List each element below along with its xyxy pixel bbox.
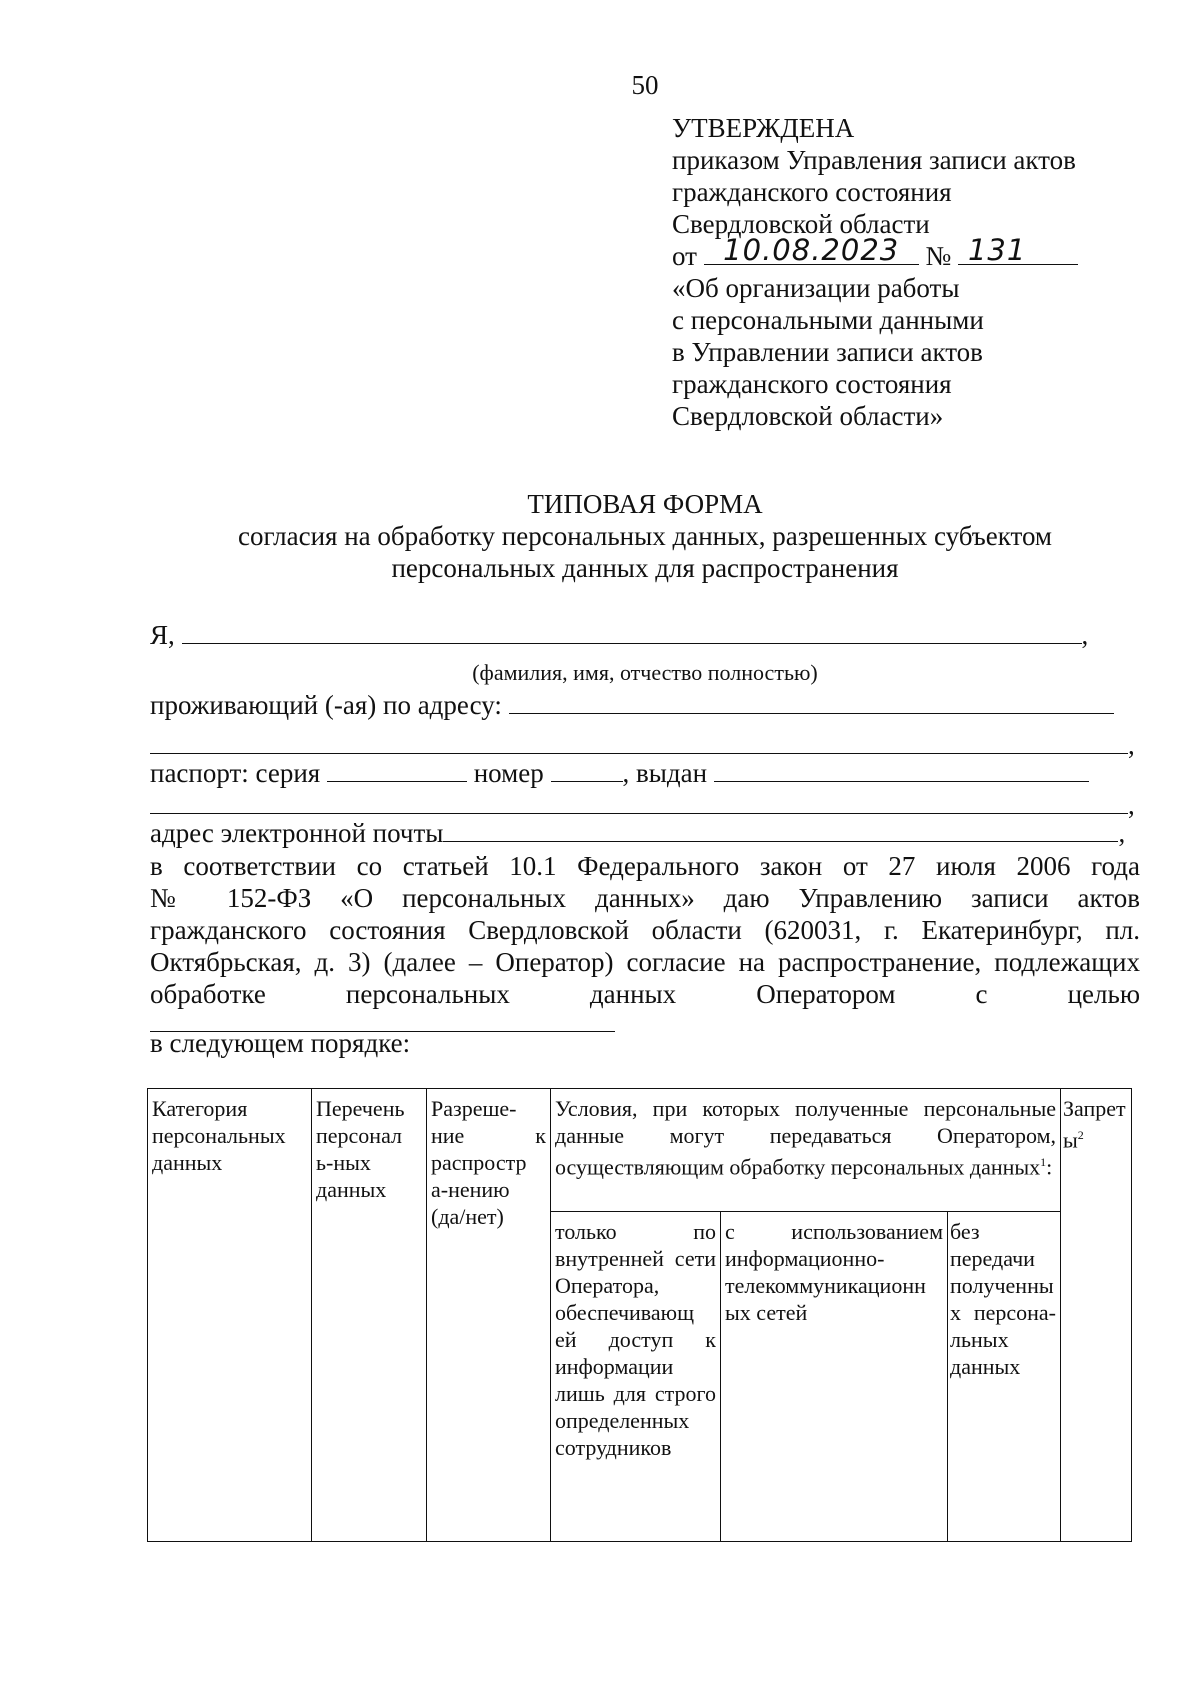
i-label: Я, xyxy=(150,620,175,650)
approval-line: приказом Управления записи актов xyxy=(672,145,1076,175)
consent-paragraph-line: в соответствии со статьей 10.1 Федерального закон от 27 июля 2006 года xyxy=(150,851,1140,881)
passport-number-label: номер xyxy=(473,758,544,788)
approval-subject-line: гражданского состояния xyxy=(672,369,952,399)
order-number-value: 131 xyxy=(967,233,1027,267)
header-permission: Разреше- ние к распростр а-нению (да/нет) xyxy=(427,1089,551,1542)
approval-line: гражданского состояния xyxy=(672,177,952,207)
full-name-field[interactable] xyxy=(182,621,1082,644)
approval-subject-line: «Об организации работы xyxy=(672,273,960,303)
address-line xyxy=(150,690,1114,721)
email-line xyxy=(150,818,1125,849)
order-date-field xyxy=(704,233,919,267)
comma: , xyxy=(1128,790,1135,820)
approval-block xyxy=(672,112,1078,432)
name-line xyxy=(150,620,1088,651)
comma: , xyxy=(1081,620,1089,650)
form-title xyxy=(150,488,1140,584)
consent-paragraph-line: гражданского состояния Свердловской области (620031, г. Екатеринбург, пл. xyxy=(150,915,1140,945)
comma: , xyxy=(1118,818,1126,848)
email-field[interactable] xyxy=(443,819,1118,842)
passport-number-field[interactable] xyxy=(551,759,623,782)
order-date-value: 10.08.2023 xyxy=(723,233,900,267)
date-prefix: от xyxy=(672,241,697,271)
consent-paragraph-line: № 152-ФЗ «О персональных данных» даю Управлению записи актов xyxy=(150,883,1140,913)
passport-line xyxy=(150,758,1089,789)
passport-issued-field-continuation[interactable] xyxy=(150,791,1128,814)
address-continuation-line xyxy=(150,730,1135,761)
passport-series-label: паспорт: серия xyxy=(150,758,321,788)
passport-series-field[interactable] xyxy=(327,759,467,782)
consent-paragraph-line: Октябрьская, д. 3) (далее – Оператор) согласие на распространение, подлежащих xyxy=(150,947,1140,977)
header-category: Категория персональных данных xyxy=(148,1089,312,1542)
subheader-no-transfer: без передачи полученны х персона- льных данных xyxy=(948,1212,1061,1542)
address-field-continuation[interactable] xyxy=(150,731,1128,754)
order-date-number-line xyxy=(672,233,1078,272)
form-title-heading: ТИПОВАЯ ФОРМА xyxy=(527,489,763,519)
subheader-internal-network: только по внутренней сети Оператора, обеспечивающ ей доступ к информации лишь для строго определенных сотрудников xyxy=(551,1212,721,1542)
subheader-telecom-networks: с использованием информационно- телекоммуникационн ых сетей xyxy=(721,1212,948,1542)
consent-paragraph-line: обработке персональных данных Оператором с целью xyxy=(150,979,1140,1009)
header-list: Перечень персонал ь-ных данных xyxy=(312,1089,427,1542)
order-label: в следующем порядке: xyxy=(150,1028,411,1058)
passport-continuation-line xyxy=(150,790,1135,821)
form-title-subtitle: согласия на обработку персональных данных, разрешенных субъектом xyxy=(237,521,1053,551)
approval-subject-line: Свердловской области» xyxy=(672,401,944,431)
passport-issued-field[interactable] xyxy=(714,759,1089,782)
comma: , xyxy=(1128,730,1135,760)
header-prohibitions: Запрет $ы^2$ xyxy=(1061,1089,1132,1542)
approval-line: Свердловской области xyxy=(672,209,930,239)
email-label: адрес электронной почты xyxy=(150,818,444,848)
number-prefix: № xyxy=(925,241,952,271)
header-conditions: Условия, при которых полученные персональные данные могут передаваться Оператором, осуществляющим обработку персональных данных$^1$: xyxy=(551,1089,1061,1212)
consent-table xyxy=(147,1088,1132,1542)
footnote-2: 2 xyxy=(1077,1128,1084,1142)
name-hint: (фамилия, имя, отчество полностью) xyxy=(472,660,818,685)
approval-subject-line: с персональными данными xyxy=(672,305,984,335)
approval-subject-line: в Управлении записи актов xyxy=(672,337,983,367)
approval-line: УТВЕРЖДЕНА xyxy=(672,113,855,143)
page-number: 50 xyxy=(631,70,659,100)
address-field[interactable] xyxy=(509,691,1114,714)
passport-issued-label: , выдан xyxy=(622,758,708,788)
form-title-subtitle: персональных данных для распространения xyxy=(391,553,899,583)
table-header-row xyxy=(148,1089,1132,1212)
order-number-field xyxy=(958,233,1078,267)
footnote-1: 1 xyxy=(1040,1155,1047,1169)
address-label: проживающий (-ая) по адресу: xyxy=(150,690,502,720)
